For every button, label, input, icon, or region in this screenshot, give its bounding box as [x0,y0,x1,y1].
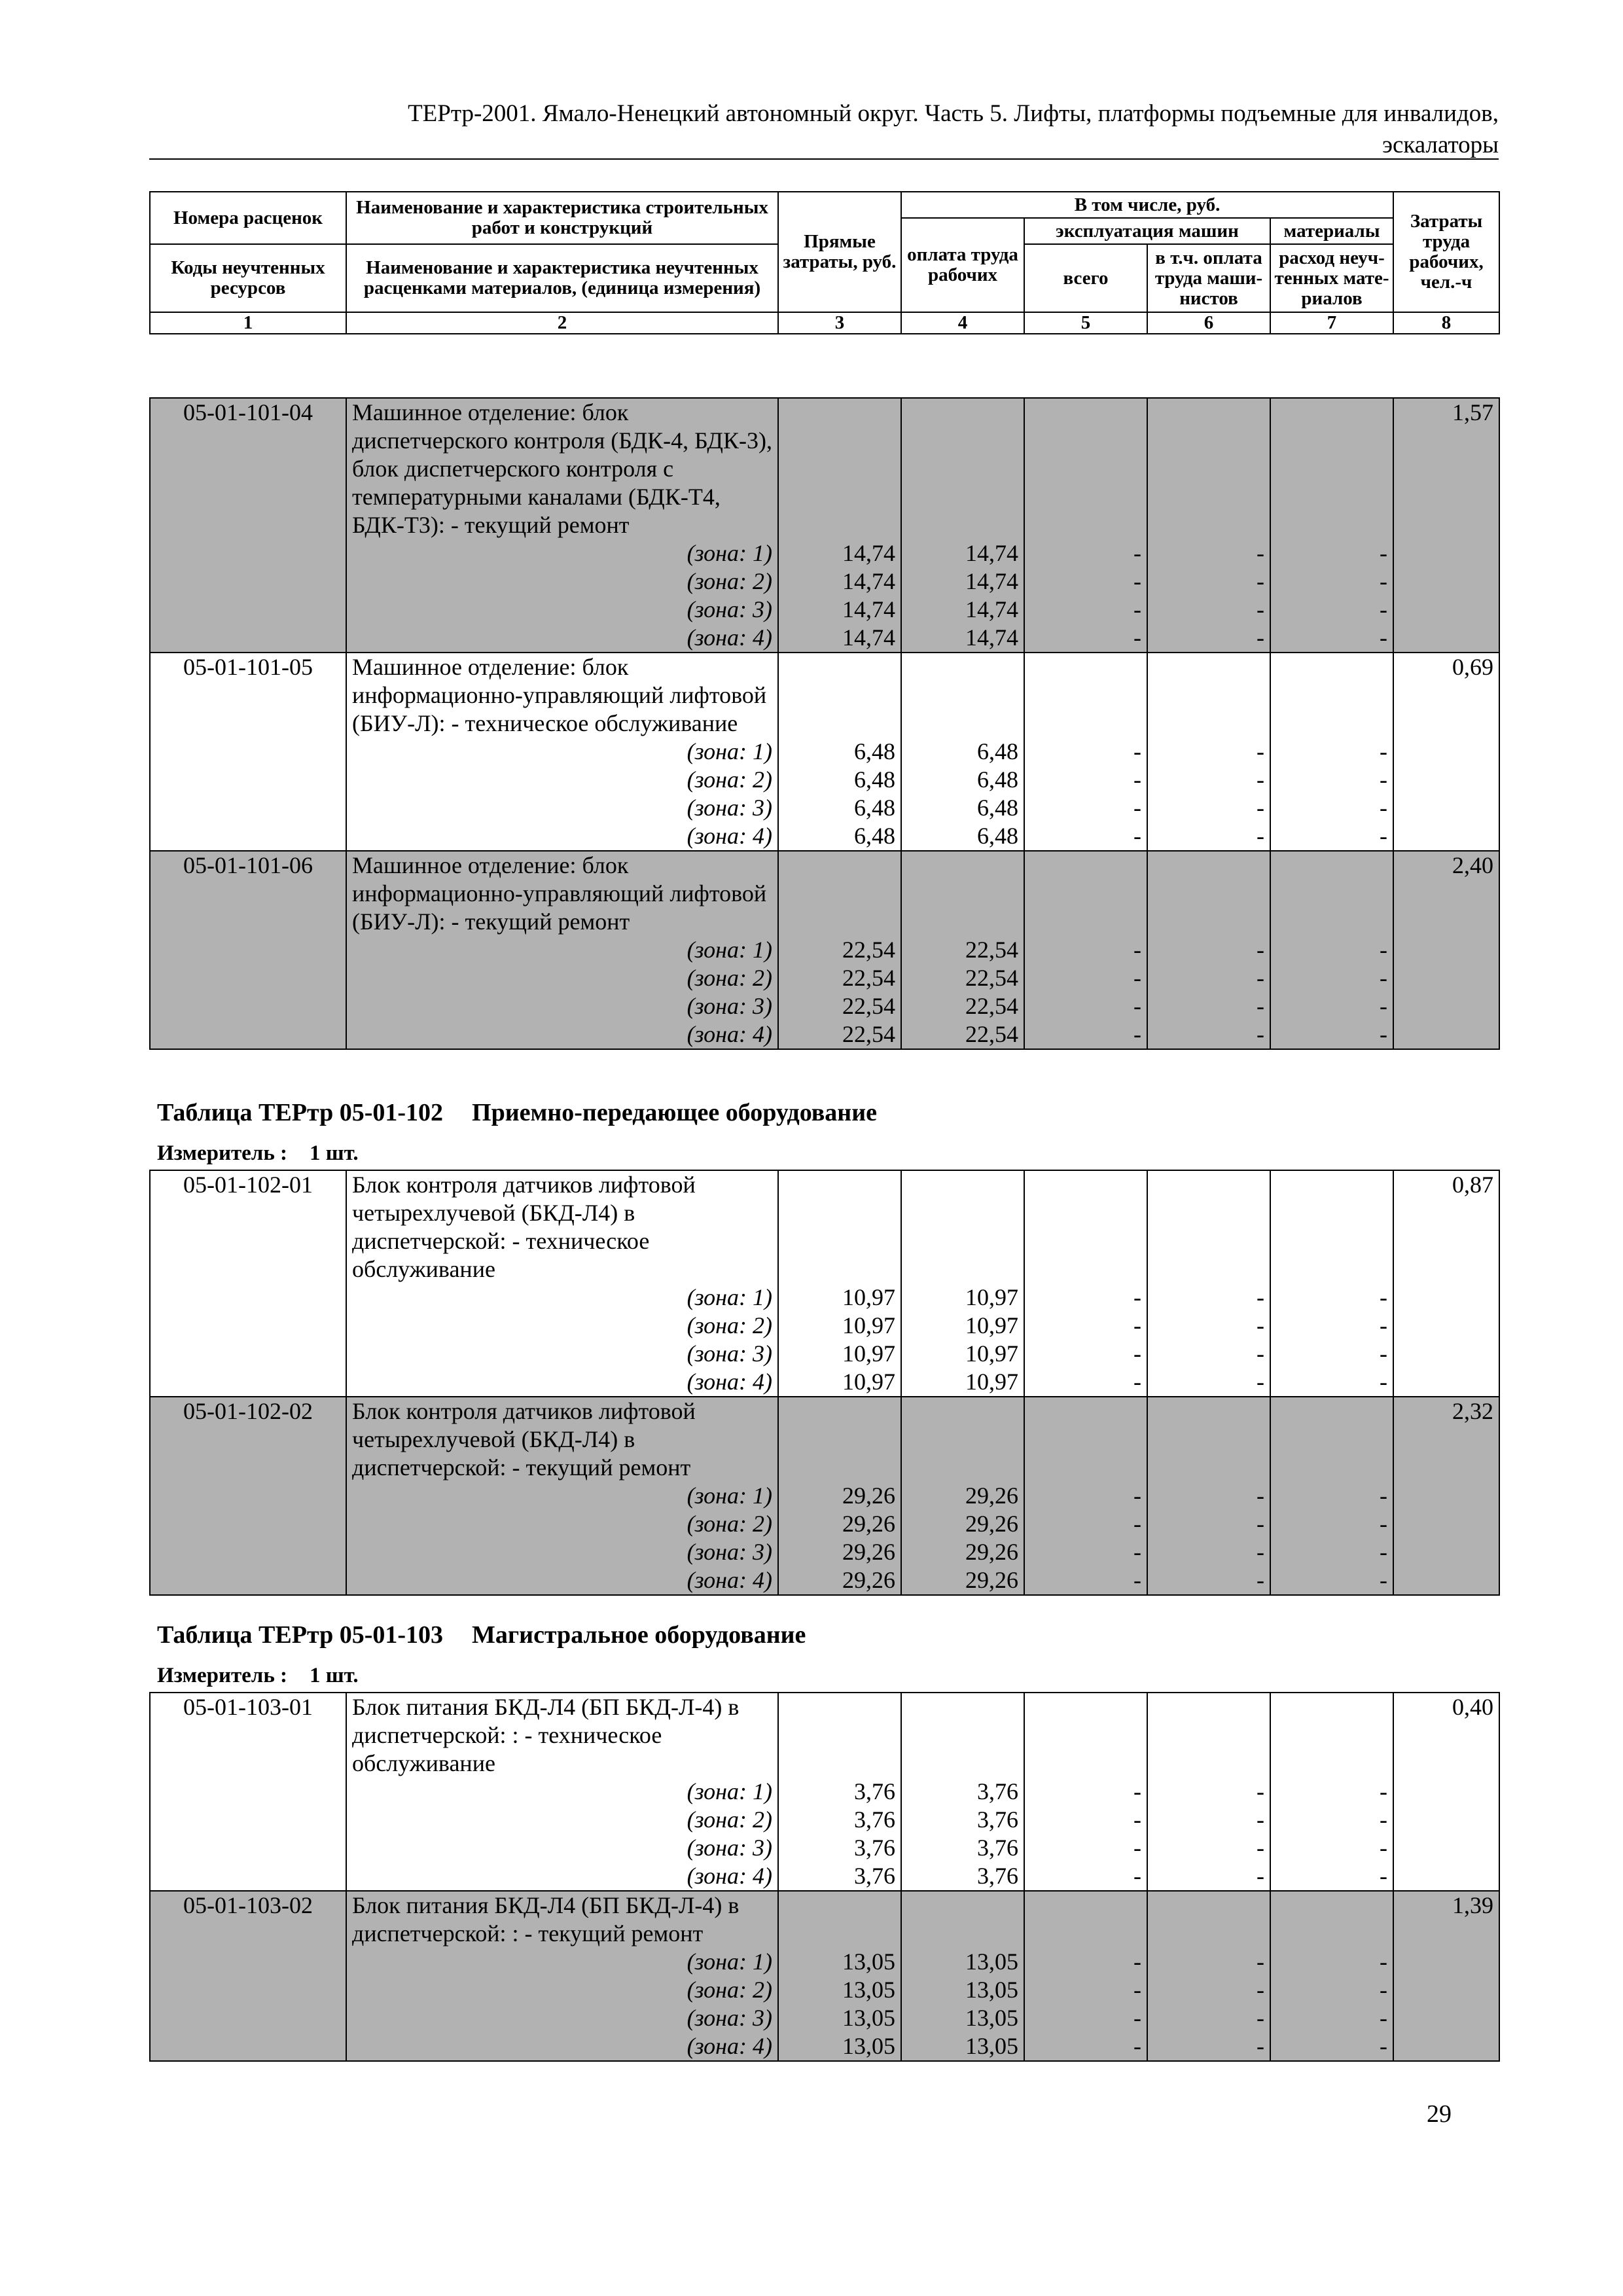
materials-values: - - - - [1380,1284,1387,1395]
machinist-wage-values: - - - - [1257,1948,1264,2059]
rate-name-cell [346,1397,778,1595]
direct-costs-values: 29,26 29,26 29,26 29,26 [842,1482,895,1593]
labor-costs: 0,87 [1393,1170,1499,1397]
zone-label: (зона: 3) [687,993,772,1019]
direct-costs-values: 6,48 6,48 6,48 6,48 [854,738,895,849]
measure-102 [157,1140,359,1166]
materials-usage [1270,398,1393,653]
col-materials-usage: расход неуч- тенных мате- риалов [1270,244,1393,312]
machines-total [1024,1693,1147,1891]
zone-label: (зона: 4) [687,1863,772,1889]
col-machines-total: всего [1024,244,1147,312]
zone-label: (зона: 2) [687,965,772,991]
table-title-103 [157,1620,806,1650]
direct-costs [778,1891,901,2061]
wage-values: 14,74 14,74 14,74 14,74 [965,540,1018,651]
wage-values: 6,48 6,48 6,48 6,48 [977,738,1018,849]
wage [901,1693,1024,1891]
materials-values: - - - - [1380,1948,1387,2059]
rate-row [150,1693,1499,1891]
materials-usage [1270,1891,1393,2061]
zone-label: (зона: 1) [687,1948,772,1975]
col-labor-costs: Затраты труда рабочих, чел.-ч [1393,192,1499,312]
rate-name-cell [346,398,778,653]
machines-total [1024,1170,1147,1397]
materials-usage [1270,653,1393,851]
col-group-including: В том числе, руб. [901,192,1393,218]
col-materials: материалы [1270,218,1393,244]
machines-total [1024,1397,1147,1595]
materials-usage [1270,851,1393,1049]
running-header [149,98,1499,161]
col-num: 1 [150,312,346,334]
direct-costs-values: 14,74 14,74 14,74 14,74 [842,540,895,651]
zone-label: (зона: 2) [687,1511,772,1537]
machines-total [1024,653,1147,851]
wage [901,1170,1024,1397]
rates-table-101 [149,397,1500,1050]
rate-code: 05-01-101-05 [150,653,346,851]
machinist-wage-values: - - - - [1257,1482,1264,1593]
zone-label: (зона: 2) [687,766,772,793]
zone-label: (зона: 1) [687,738,772,764]
machines-values: - - - - [1133,540,1141,651]
wage [901,1397,1024,1595]
zone-label: (зона: 1) [687,937,772,963]
machines-values: - - - - [1133,937,1141,1047]
col-num: 5 [1024,312,1147,334]
materials-values: - - - - [1380,540,1387,651]
wage [901,851,1024,1049]
zone-label: (зона: 2) [687,568,772,594]
machinist-wage [1147,1397,1270,1595]
labor-costs: 2,40 [1393,851,1499,1049]
rate-code: 05-01-103-01 [150,1693,346,1891]
rate-row [150,1397,1499,1595]
zone-label: (зона: 4) [687,1567,772,1593]
machinist-wage [1147,1693,1270,1891]
wage-values: 3,76 3,76 3,76 3,76 [977,1778,1018,1889]
machines-values: - - - - [1133,1948,1141,2059]
measure-103 [157,1662,359,1689]
table-caption: Магистральное оборудование [472,1621,806,1649]
wage-values: 10,97 10,97 10,97 10,97 [965,1284,1018,1395]
direct-costs [778,851,901,1049]
direct-costs [778,1397,901,1595]
rate-row [150,1170,1499,1397]
column-header-table [149,191,1500,334]
labor-costs: 1,39 [1393,1891,1499,2061]
rate-code: 05-01-103-02 [150,1891,346,2061]
zone-label: (зона: 4) [687,624,772,651]
direct-costs [778,1170,901,1397]
zone-label: (зона: 1) [687,540,772,566]
machines-values: - - - - [1133,1778,1141,1889]
header-rule [149,158,1499,160]
zone-label: (зона: 4) [687,1021,772,1047]
col-work-name: Наименование и характеристика строительных работ и конструкций [346,192,778,244]
measure-value: 1 шт. [310,1664,359,1687]
wage-values: 29,26 29,26 29,26 29,26 [965,1482,1018,1593]
zone-label: (зона: 2) [687,1312,772,1338]
direct-costs-values: 13,05 13,05 13,05 13,05 [842,1948,895,2059]
materials-values: - - - - [1380,738,1387,849]
zone-label: (зона: 1) [687,1284,772,1310]
wage [901,1891,1024,2061]
table-number: Таблица ТЕРтр 05-01-103 [157,1621,444,1649]
direct-costs-values: 22,54 22,54 22,54 22,54 [842,937,895,1047]
direct-costs [778,653,901,851]
page-number: 29 [1427,2100,1452,2128]
col-machines: эксплуатация машин [1024,218,1270,244]
measure-value: 1 шт. [310,1141,359,1165]
rate-name-cell [346,1693,778,1891]
col-rates-number: Номера расценок [150,192,346,244]
machines-values: - - - - [1133,1284,1141,1395]
rate-name: Машинное отделение: блок диспетчерского контроля (БДК-4, БДК-3), блок диспетчерского контроля с температурными каналами (БДК-Т4, БДК-Т3): - текущий ремонт [352,399,772,538]
zone-label: (зона: 4) [687,2033,772,2059]
rate-name-cell [346,653,778,851]
direct-costs-values: 10,97 10,97 10,97 10,97 [842,1284,895,1395]
table-number: Таблица ТЕРтр 05-01-102 [157,1099,444,1126]
header-line-2: эскалаторы [1382,132,1499,158]
rate-row [150,398,1499,653]
rate-code: 05-01-101-06 [150,851,346,1049]
machinist-wage-values: - - - - [1257,1778,1264,1889]
machines-total [1024,398,1147,653]
rate-name-cell [346,851,778,1049]
materials-usage [1270,1693,1393,1891]
materials-usage [1270,1170,1393,1397]
rate-name: Машинное отделение: блок информационно-управляющий лифтовой (БИУ-Л): - текущий ремонт [352,852,767,935]
zone-label: (зона: 3) [687,1539,772,1565]
measure-label: Измеритель : [157,1664,288,1687]
col-machinist-wage: в т.ч. оплата труда маши- нистов [1147,244,1270,312]
col-num: 2 [346,312,778,334]
col-num: 3 [778,312,901,334]
rate-code: 05-01-102-02 [150,1397,346,1595]
machinist-wage-values: - - - - [1257,738,1264,849]
materials-values: - - - - [1380,1778,1387,1889]
machinist-wage [1147,398,1270,653]
rate-name: Машинное отделение: блок информационно-управляющий лифтовой (БИУ-Л): - техническое обслуживание [352,654,767,736]
wage [901,653,1024,851]
zone-label: (зона: 2) [687,1977,772,2003]
materials-values: - - - - [1380,937,1387,1047]
zone-label: (зона: 3) [687,1340,772,1367]
wage [901,398,1024,653]
table-caption: Приемно-передающее оборудование [472,1099,877,1126]
zone-label: (зона: 1) [687,1778,772,1804]
rates-table-102 [149,1170,1500,1596]
rate-row [150,851,1499,1049]
zone-label: (зона: 2) [687,1806,772,1833]
machines-total [1024,851,1147,1049]
measure-label: Измеритель : [157,1141,288,1165]
machinist-wage-values: - - - - [1257,1284,1264,1395]
machinist-wage [1147,653,1270,851]
labor-costs: 0,40 [1393,1693,1499,1891]
machinist-wage [1147,1170,1270,1397]
zone-label: (зона: 4) [687,1369,772,1395]
materials-values: - - - - [1380,1482,1387,1593]
labor-costs: 2,32 [1393,1397,1499,1595]
zone-label: (зона: 1) [687,1482,772,1509]
machinist-wage-values: - - - - [1257,937,1264,1047]
direct-costs-values: 3,76 3,76 3,76 3,76 [854,1778,895,1889]
header-line-1: ТЕРтр-2001. Ямало-Ненецкий автономный округ. Часть 5. Лифты, платформы подъемные для инвалидов, [408,100,1499,127]
wage-values: 13,05 13,05 13,05 13,05 [965,1948,1018,2059]
rate-name-cell [346,1891,778,2061]
col-num: 4 [901,312,1024,334]
rate-row [150,653,1499,851]
col-direct-costs: Прямые затраты, руб. [778,192,901,312]
col-wage: оплата труда рабочих [901,218,1024,312]
col-num: 6 [1147,312,1270,334]
direct-costs [778,1693,901,1891]
wage-values: 22,54 22,54 22,54 22,54 [965,937,1018,1047]
rates-table-103 [149,1692,1500,2062]
labor-costs: 1,57 [1393,398,1499,653]
col-materials-name: Наименование и характеристика неучтенных расценками материалов, (единица измерения) [346,244,778,312]
zone-label: (зона: 3) [687,2005,772,2031]
rate-name: Блок контроля датчиков лифтовой четырехлучевой (БКД-Л4) в диспетчерской: - техническое обслуживание [352,1172,696,1282]
zone-label: (зона: 4) [687,823,772,849]
machines-values: - - - - [1133,1482,1141,1593]
col-num: 7 [1270,312,1393,334]
machinist-wage [1147,1891,1270,2061]
direct-costs [778,398,901,653]
materials-usage [1270,1397,1393,1595]
rate-code: 05-01-101-04 [150,398,346,653]
rate-name: Блок питания БКД-Л4 (БП БКД-Л-4) в диспетчерской: : - текущий ремонт [352,1892,740,1946]
machines-total [1024,1891,1147,2061]
rate-name-cell [346,1170,778,1397]
col-resource-codes: Коды неучтенных ресурсов [150,244,346,312]
rate-code: 05-01-102-01 [150,1170,346,1397]
zone-label: (зона: 3) [687,795,772,821]
machinist-wage-values: - - - - [1257,540,1264,651]
zone-label: (зона: 3) [687,1835,772,1861]
machinist-wage [1147,851,1270,1049]
machines-values: - - - - [1133,738,1141,849]
labor-costs: 0,69 [1393,653,1499,851]
zone-label: (зона: 3) [687,596,772,622]
rate-row [150,1891,1499,2061]
col-num: 8 [1393,312,1499,334]
rate-name: Блок контроля датчиков лифтовой четырехлучевой (БКД-Л4) в диспетчерской: - текущий ремонт [352,1398,696,1480]
rate-name: Блок питания БКД-Л4 (БП БКД-Л-4) в диспетчерской: : - техническое обслуживание [352,1694,740,1776]
table-title-102 [157,1098,877,1128]
